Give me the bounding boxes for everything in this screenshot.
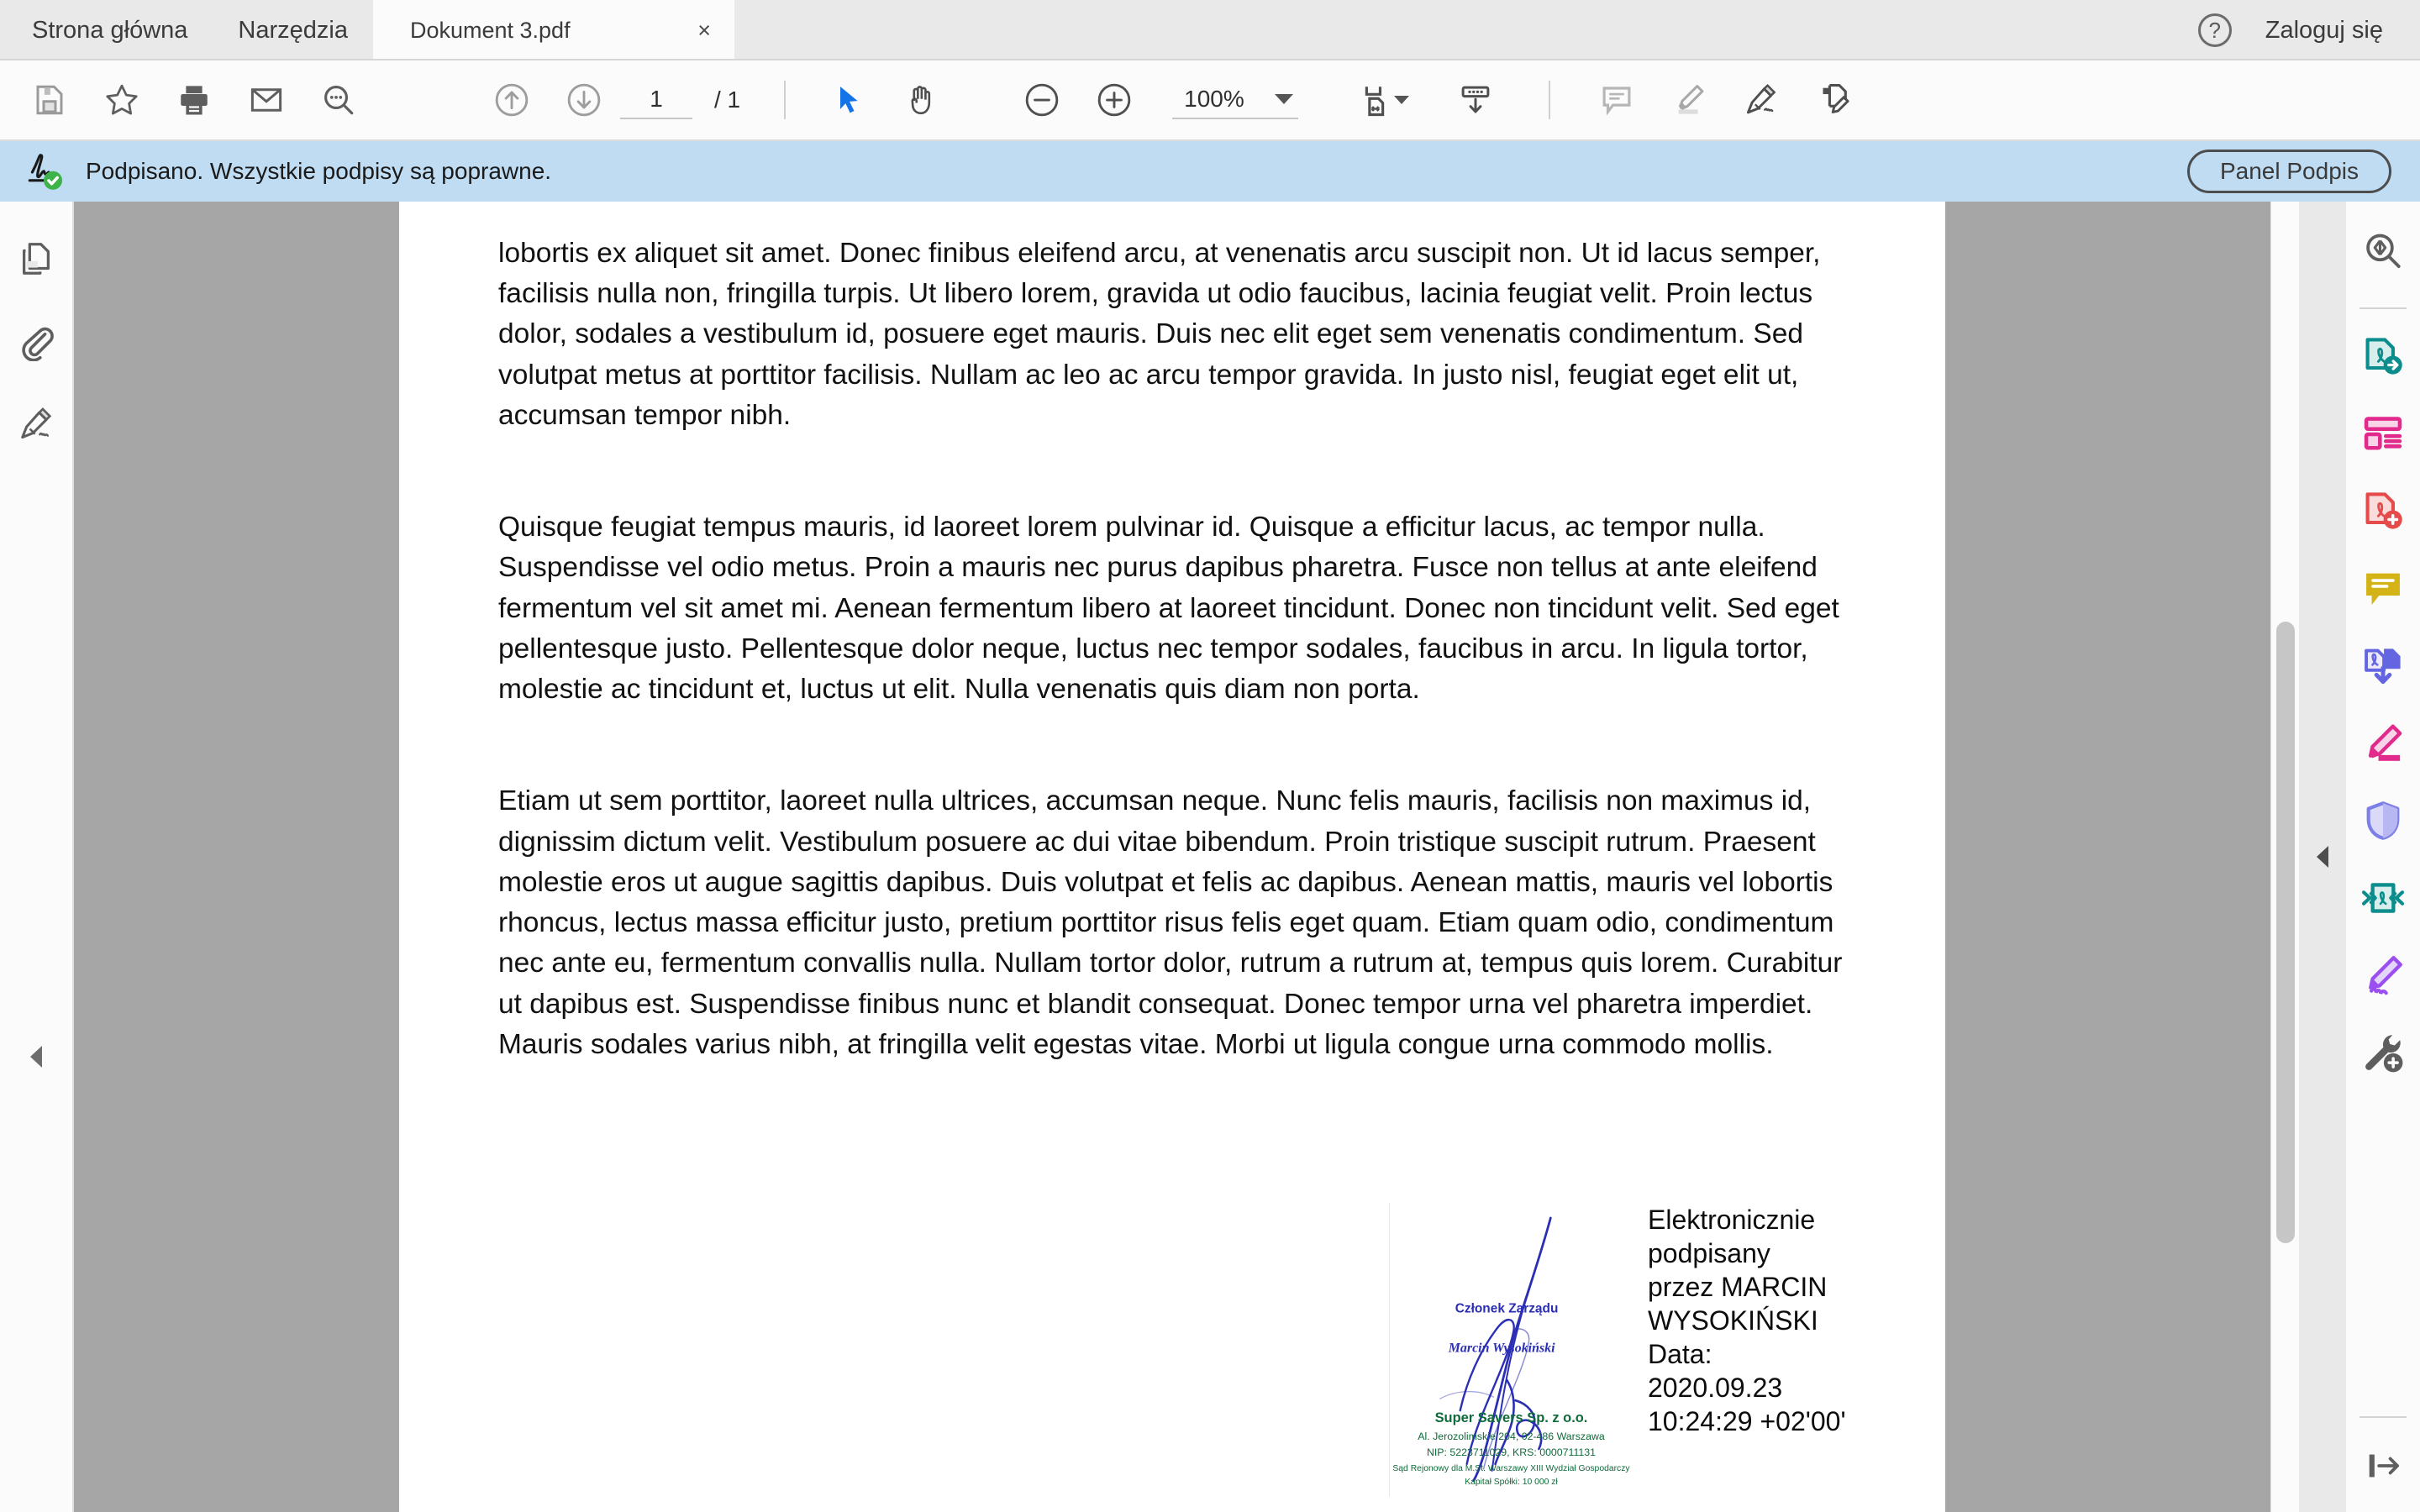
stamp-name: Marcin Wysokiński — [1448, 1341, 1555, 1356]
stamp-graphic — [1390, 1203, 1633, 1496]
signature-panel-button[interactable]: Panel Podpis — [2187, 150, 2391, 193]
zoom-out-icon[interactable] — [1006, 64, 1078, 136]
star-icon[interactable] — [86, 64, 158, 136]
zoom-level-value: 100% — [1184, 86, 1244, 112]
toolbar-zoom-group — [1006, 64, 1298, 136]
search-icon[interactable] — [302, 64, 375, 136]
tab-bar-right — [2198, 0, 2420, 60]
fountain-pen-sign-icon[interactable] — [1725, 64, 1797, 136]
sig-line-4: WYSOKIŃSKI — [1648, 1305, 1818, 1336]
toolbar-divider-2 — [1549, 81, 1550, 119]
right-rail-footer — [2346, 1416, 2420, 1497]
tool-combine-files[interactable] — [2352, 635, 2414, 697]
stamp-ids: NIP: 5223711029, KRS: 0000711131 — [1426, 1446, 1597, 1458]
signature-status-message: Podpisano. Wszystkie podpisy są poprawne. — [86, 158, 552, 184]
document-paragraph: Etiam ut sem porttitor, laoreet nulla ultrices, accumsan neque. Nunc felis mauris, facilisis non maximus id, dignissim dictum velit. Vestibulum posuere ac dui vitae bibendum. Proin tristique suscipit rutrum. Praesent molestie eros ut augue sagittis dapibus. Duis volutpat et felis ac dapibus. Aenean mattis, mauris vel lobortis rhoncus, lectus massa efficitur justo, pretium porttitor risus felis eget quam. Etiam quam odio, condimentum nec ante eu, fermentum convallis nulla. Nullam tortor dolor, rutrum a rutrum at, tempus quis lorem. Curabitur ut dapibus est. Suspendisse finibus nunc et blandit consequat. Donec tempor urna vel pharetra imperdiet. Mauris sodales varius nibh, at fringilla velit egestas vitae. Morbi ut ligula congue urna commodo mollis. — [498, 785, 1843, 1060]
left-rail-collapse-icon[interactable] — [30, 1046, 42, 1068]
help-glyph: ? — [2208, 17, 2221, 43]
toolbar-nav-group — [476, 64, 740, 136]
scrollbar-thumb[interactable] — [2276, 622, 2295, 1243]
scroll-mode-icon[interactable] — [1439, 64, 1512, 136]
stamp-title: Członek Zarządu — [1455, 1301, 1559, 1316]
tab-bar-tabs — [0, 0, 734, 60]
workspace — [0, 202, 2420, 1512]
sidebar-attachments[interactable] — [7, 312, 66, 371]
tab-home-label: Strona główna — [32, 16, 188, 44]
fit-page-icon[interactable] — [1347, 64, 1419, 136]
tool-edit-pdf[interactable] — [2352, 712, 2414, 774]
toolbar-mode-group — [813, 64, 957, 136]
save-icon[interactable] — [13, 64, 86, 136]
zoom-in-icon[interactable] — [1078, 64, 1150, 136]
chevron-down-icon — [1275, 94, 1293, 104]
close-icon[interactable]: × — [697, 17, 711, 43]
page-number-input[interactable] — [620, 81, 692, 119]
print-icon[interactable] — [158, 64, 230, 136]
tab-bar — [0, 0, 2420, 60]
highlighter-icon[interactable] — [1653, 64, 1725, 136]
sig-line-6: 2020.09.23 — [1648, 1373, 1783, 1403]
right-tools-rail — [2346, 202, 2420, 1512]
right-rail-divider — [2360, 307, 2407, 309]
main-toolbar — [0, 60, 2420, 141]
tool-collapse-panel[interactable] — [2352, 1435, 2414, 1497]
zoom-level-select[interactable] — [1172, 81, 1298, 119]
tab-tools[interactable] — [213, 0, 373, 60]
tool-search-text[interactable] — [2352, 220, 2414, 282]
tool-compress[interactable] — [2352, 867, 2414, 929]
sig-line-7: 10:24:29 +02'00' — [1648, 1406, 1846, 1436]
hand-tool-icon[interactable] — [885, 64, 957, 136]
tool-protect[interactable] — [2352, 790, 2414, 852]
tab-document[interactable] — [373, 0, 734, 60]
sig-line-1: Elektronicznie — [1648, 1205, 1816, 1235]
sidebar-page-thumbnails[interactable] — [7, 230, 66, 289]
signin-label: Zaloguj się — [2265, 16, 2383, 44]
cursor-select-icon[interactable] — [813, 64, 885, 136]
sig-line-2: podpisany — [1648, 1238, 1770, 1268]
pdf-page — [399, 202, 1945, 1512]
fill-and-sign-icon[interactable] — [1797, 64, 1870, 136]
stamp-address: Al. Jerozolimskie 204, 02-486 Warszawa — [1418, 1431, 1605, 1443]
tab-tools-label: Narzędzia — [238, 16, 348, 44]
chevron-down-icon — [1394, 96, 1409, 104]
tab-document-label: Dokument 3.pdf — [409, 17, 571, 43]
right-rail-footer-divider — [2360, 1416, 2407, 1418]
tool-export-pdf[interactable] — [2352, 326, 2414, 388]
toolbar-annotate-group — [1581, 64, 1870, 136]
stamp-company: Super Savers Sp. z o.o. — [1434, 1410, 1588, 1426]
right-panel-collapse[interactable] — [2299, 202, 2346, 1512]
help-icon[interactable] — [2198, 13, 2232, 47]
tool-create-pdf[interactable] — [2352, 480, 2414, 543]
page-total-label: / 1 — [714, 87, 741, 113]
comment-icon[interactable] — [1581, 64, 1653, 136]
signin-link[interactable] — [2265, 17, 2383, 45]
toolbar-fit-group — [1347, 64, 1512, 136]
tool-comment[interactable] — [2352, 558, 2414, 620]
left-navigation-rail — [0, 202, 74, 1512]
email-icon[interactable] — [230, 64, 302, 136]
sig-line-5: Data: — [1648, 1339, 1712, 1369]
document-paragraph: Quisque feugiat tempus mauris, id laoreet lorem pulvinar id. Quisque a efficitur lacus, ac tempor nulla. Suspendisse vel odio metus. Proin a mauris nec purus dapibus pharetra. Fusce non tellus at ante eleifend fermentum vel sit amet mi. Aenean fermentum libero at laoreet tincidunt. Donec non tincidunt velit. Sed eget pellentesque justo. Pellentesque dolor neque, luctus nec tempor sodales, faucibus in arcu. In ligula tortor, molestie ac tincidunt et, luctus ut elit. Nulla venenatis quis diam non porta. — [498, 512, 1839, 706]
arrow-down-circle-icon[interactable] — [548, 64, 620, 136]
sidebar-signatures[interactable] — [7, 395, 66, 454]
arrow-up-circle-icon[interactable] — [476, 64, 548, 136]
stamp-capital: Kapitał Spółki: 10 000 zł — [1465, 1477, 1558, 1487]
signature-status-bar — [0, 141, 2420, 202]
vertical-scrollbar[interactable] — [2270, 202, 2299, 1512]
digital-signature-field[interactable] — [1389, 1203, 1900, 1497]
tool-more-tools[interactable] — [2352, 1021, 2414, 1084]
tool-fill-sign[interactable] — [2352, 944, 2414, 1006]
signature-stamp-image — [1389, 1203, 1633, 1497]
chevron-left-icon — [2317, 846, 2328, 868]
signed-valid-icon — [24, 150, 66, 192]
pdf-viewer[interactable] — [74, 202, 2270, 1512]
stamp-court: Sąd Rejonowy dla M.St. Warszawy XIII Wydział Gospodarczy — [1392, 1463, 1630, 1473]
tab-home[interactable] — [0, 0, 213, 60]
sig-line-3: przez MARCIN — [1648, 1272, 1828, 1302]
document-paragraph: lobortis ex aliquet sit amet. Donec finibus eleifend arcu, at venenatis arcu suscipit non. Ut id lacus semper, facilisis nulla non, fringilla turpis. Ut libero lorem, gravida ut odio faucibus, lacinia feugiat velit. Proin lectus dolor, sodales a vestibulum id, posuere eget mauris. Duis nec elit eget sem venenatis condimentum. Sed volutpat metus at porttitor facilisis. Nullam ac leo ac arcu tempor gravida. In justo nisl, feugiat eget elit ut, accumsan tempor nibh. — [498, 238, 1821, 431]
signature-details-text — [1648, 1203, 1900, 1438]
tool-organize-pages[interactable] — [2352, 403, 2414, 465]
toolbar-file-group — [13, 64, 375, 136]
toolbar-divider-1 — [784, 81, 786, 119]
